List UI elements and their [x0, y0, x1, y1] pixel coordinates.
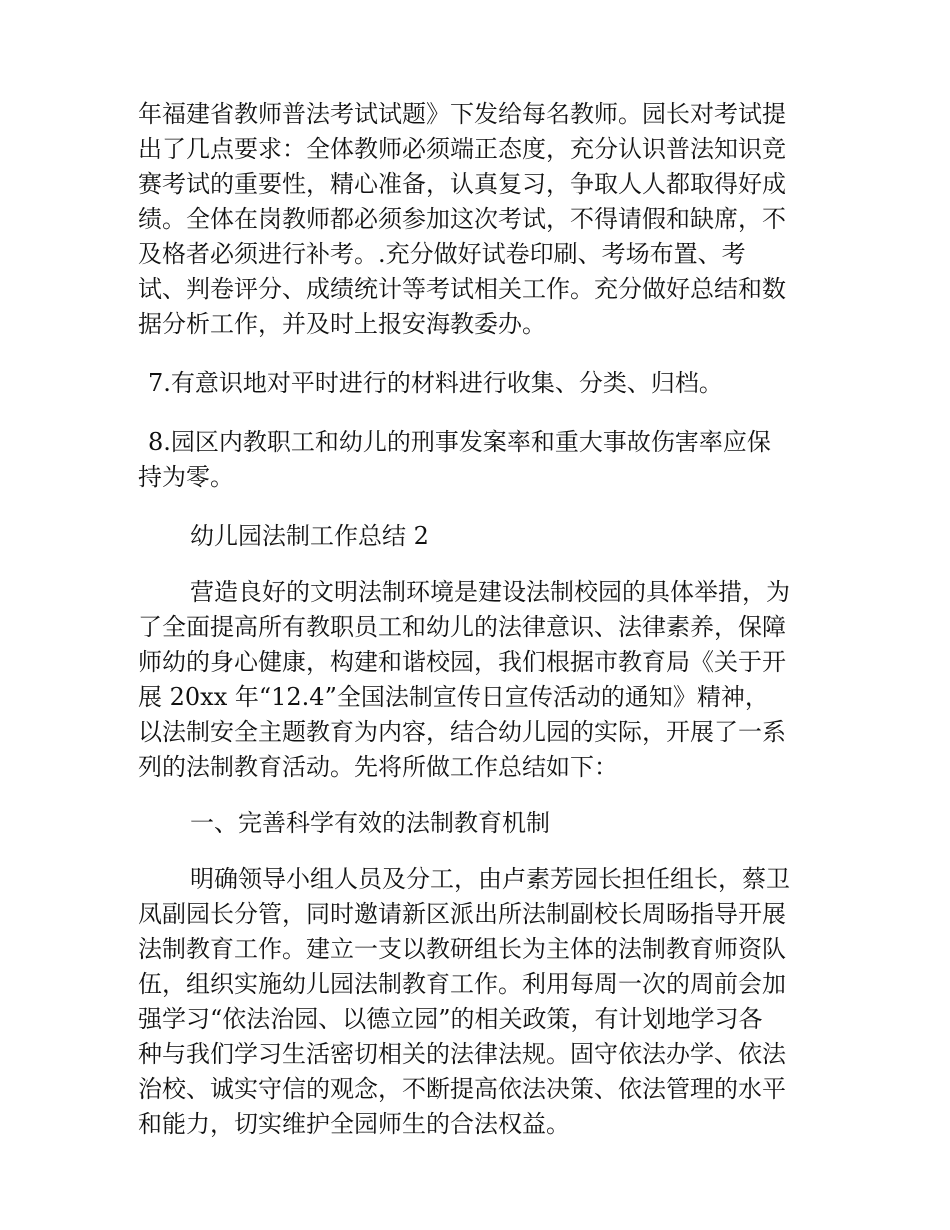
section-heading-summary-2	[138, 519, 816, 554]
paragraph-leadership	[138, 862, 816, 1142]
text-line: 展 20xx 年“12.4”全国法制宣传日宣传活动的通知》精神，	[138, 683, 769, 711]
text-line: 7.有意识地对平时进行的材料进行收集、分类、归档。	[148, 369, 723, 397]
text-line: 及格者必须进行补考。.充分做好试卷印刷、考场布置、考	[138, 240, 746, 268]
heading-line: 幼儿园法制工作总结 2	[190, 522, 429, 550]
text-line: 伍，组织实施幼儿园法制教育工作。利用每周一次的周前会加	[138, 970, 786, 998]
text-line: 了全面提高所有教职员工和幼儿的法律意识、法律素养，保障	[138, 613, 786, 641]
text-line: 持为零。	[138, 463, 234, 491]
paragraph-exam-continuation	[138, 97, 816, 342]
text-line: 种与我们学习生活密切相关的法律法规。固守依法办学、依法	[138, 1040, 786, 1068]
text-line: 强学习“依法治园、以德立园”的相关政策，有计划地学习各	[138, 1005, 763, 1033]
text-line: 营造良好的文明法制环境是建设法制校园的具体举措，为	[190, 578, 790, 606]
paragraph-item-7	[138, 366, 816, 401]
paragraph-intro	[138, 575, 816, 785]
text-line: 以法制安全主题教育为内容，结合幼儿园的实际，开展了一系	[138, 718, 786, 746]
heading-line: 一、完善科学有效的法制教育机制	[190, 809, 550, 837]
text-line: 和能力，切实维护全园师生的合法权益。	[138, 1110, 570, 1138]
text-line: 试、判卷评分、成绩统计等考试相关工作。充分做好总结和数	[138, 275, 786, 303]
text-line: 据分析工作，并及时上报安海教委办。	[138, 310, 546, 338]
paragraph-item-8	[138, 425, 816, 495]
text-line: 绩。全体在岗教师都必须参加这次考试，不得请假和缺席，不	[138, 205, 786, 233]
text-line: 凤副园长分管，同时邀请新区派出所法制副校长周旸指导开展	[138, 900, 786, 928]
document-page	[138, 97, 816, 1142]
text-line: 治校、诚实守信的观念，不断提高依法决策、依法管理的水平	[138, 1075, 786, 1103]
section-heading-mechanism	[138, 806, 816, 841]
text-line: 明确领导小组人员及分工，由卢素芳园长担任组长，蔡卫	[190, 865, 790, 893]
text-line: 列的法制教育活动。先将所做工作总结如下：	[138, 753, 618, 781]
text-line: 年福建省教师普法考试试题》下发给每名教师。园长对考试提	[138, 100, 786, 128]
text-line: 赛考试的重要性，精心准备，认真复习，争取人人都取得好成	[138, 170, 786, 198]
text-line: 师幼的身心健康，构建和谐校园，我们根据市教育局《关于开	[138, 648, 786, 676]
text-line: 8.园区内教职工和幼儿的刑事发案率和重大事故伤害率应保	[148, 428, 771, 456]
text-line: 出了几点要求：全体教师必须端正态度，充分认识普法知识竞	[138, 135, 786, 163]
text-line: 法制教育工作。建立一支以教研组长为主体的法制教育师资队	[138, 935, 786, 963]
